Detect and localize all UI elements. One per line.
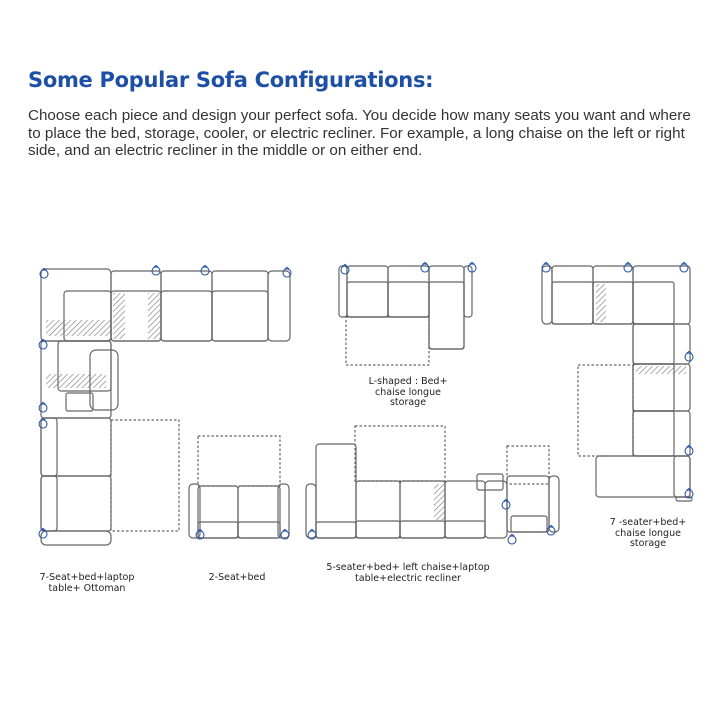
bed-extension	[198, 436, 280, 486]
armrest	[542, 266, 552, 324]
bed-extension	[578, 365, 633, 456]
caption-config-2: 2-Seat+bed	[208, 572, 266, 583]
bed-extension	[346, 317, 429, 365]
seat-module	[41, 476, 111, 531]
bed-extension	[355, 426, 445, 481]
chaise-longue	[596, 456, 690, 497]
config-7-seat-bed-laptop-ottoman	[39, 265, 291, 545]
armrest	[268, 271, 290, 341]
recliner-extension	[507, 446, 549, 484]
config-7-seater-bed-chaise	[542, 262, 693, 501]
laptop-table	[66, 393, 93, 411]
page-title: Some Popular Sofa Configurations:	[28, 68, 434, 92]
laptop-table	[477, 474, 503, 490]
seat-module	[552, 266, 593, 324]
intro-paragraph: Choose each piece and design your perfect sofa. You decide how many seats you want and where to place the bed, storage, cooler, or electric recliner. For example, a long chaise on the left or right side, and an electric recliner in the middle or on either end.	[28, 107, 691, 159]
armrest	[41, 531, 111, 545]
seat-module	[41, 418, 111, 476]
config-5-seater-chaise-recliner	[306, 426, 559, 544]
seat-module	[212, 271, 268, 341]
caption-config-1: 7-Seat+bed+laptop table+ Ottoman	[39, 572, 135, 594]
config-l-shaped-bed-chaise	[339, 262, 476, 365]
seat-module	[238, 486, 280, 538]
left-chaise	[316, 444, 356, 538]
armrest	[549, 476, 559, 532]
caption-config-5: 7 -seater+bed+ chaise longue storage	[609, 517, 687, 549]
seat-module	[356, 481, 400, 538]
caption-config-4: L-shaped : Bed+ chaise longue storage	[368, 376, 448, 408]
armrest	[464, 266, 472, 317]
caption-config-3: 5-seater+bed+ left chaise+laptop table+electric recliner	[326, 562, 490, 584]
chaise-longue	[429, 266, 464, 349]
seat-module	[161, 271, 212, 341]
corner-seat	[633, 266, 690, 324]
seat-module	[633, 324, 690, 364]
seat-module	[198, 486, 238, 538]
seat-module	[633, 411, 690, 456]
seat-module	[347, 266, 388, 317]
bed-extension	[111, 420, 179, 531]
seat-module	[388, 266, 429, 317]
config-2-seat-bed	[189, 436, 289, 539]
